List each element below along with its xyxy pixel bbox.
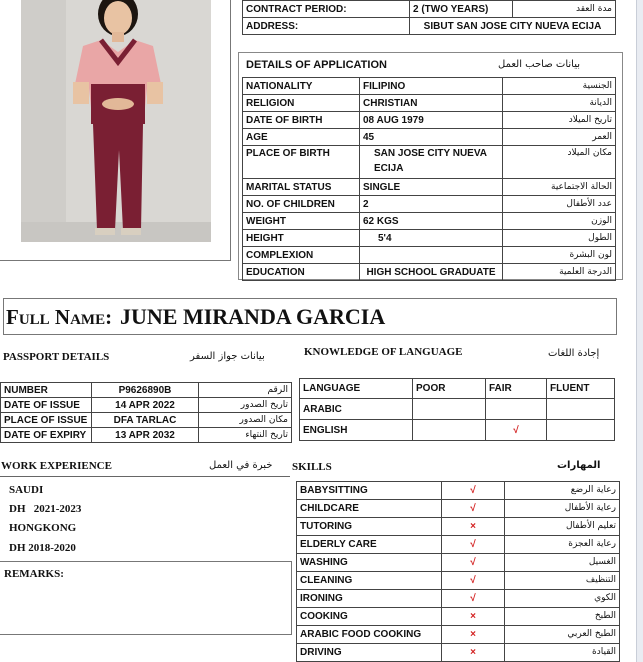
skill-ar: القيادة [505,644,620,662]
lang-arabic-poor [413,399,486,420]
table-row [243,230,616,247]
table-row [243,213,616,230]
skill-name: IRONING [297,590,442,608]
table-row [243,264,616,281]
marital-label: MARITAL STATUS [243,179,360,196]
table-row [297,572,620,590]
table-row [1,398,292,413]
table-row [300,420,615,441]
nationality-label: NATIONALITY [243,78,360,95]
skill-ar: تعليم الأطفال [505,518,620,536]
pob-value-line2: ECIJA [374,163,404,174]
application-title-ar: بيانات صاحب العمل [498,59,580,70]
table-row [243,179,616,196]
skill-mark: × [442,518,505,536]
table-row [243,247,616,264]
skill-mark: × [442,644,505,662]
age-label: AGE [243,129,360,146]
marital-value: SINGLE [360,179,503,196]
language-title: KNOWLEDGE OF LANGUAGE [304,346,463,358]
skill-ar: الطبخ [505,608,620,626]
skills-title-ar: المهارات [557,460,601,471]
dob-label: DATE OF BIRTH [243,112,360,129]
issue-date-value: 14 APR 2022 [92,398,199,413]
skill-ar: رعاية العجزة [505,536,620,554]
skill-mark: √ [442,482,505,500]
table-row [297,482,620,500]
issue-place-value: DFA TARLAC [92,413,199,428]
lang-header-fluent: FLUENT [547,379,615,399]
skill-name: ARABIC FOOD COOKING [297,626,442,644]
skill-mark: × [442,626,505,644]
window-scroll-edge[interactable] [636,0,643,662]
skill-mark: × [442,608,505,626]
work-line-4: DH 2018-2020 [9,542,76,554]
passport-title: PASSPORT DETAILS [3,351,110,363]
table-row [300,399,615,420]
marital-ar: الحالة الاجتماعية [503,179,616,196]
lang-english-poor [413,420,486,441]
skills-title: SKILLS [292,461,332,473]
table-row [243,196,616,213]
issue-place-label: PLACE OF ISSUE [1,413,92,428]
pob-label: PLACE OF BIRTH [243,146,360,179]
passport-number-value: P9626890B [92,383,199,398]
skill-name: COOKING [297,608,442,626]
skill-name: BABYSITTING [297,482,442,500]
lang-header-language: LANGUAGE [300,379,413,399]
full-name-value: JUNE MIRANDA GARCIA [120,304,386,329]
lang-arabic-fluent [547,399,615,420]
skill-name: CHILDCARE [297,500,442,518]
table-row [243,1,616,18]
nationality-value: FILIPINO [360,78,503,95]
height-value: 5'4 [360,230,503,247]
language-title-ar: إجادة اللغات [548,348,600,359]
table-row [243,18,616,35]
skill-name: WASHING [297,554,442,572]
skill-name: CLEANING [297,572,442,590]
full-name-label: Full Name: [6,305,113,329]
skill-ar: الغسيل [505,554,620,572]
religion-label: RELIGION [243,95,360,112]
skill-ar: رعاية الأطفال [505,500,620,518]
contract-period-value: 2 (TWO YEARS) [410,1,513,18]
work-line-2: DH 2021-2023 [9,503,82,515]
children-ar: عدد الأطفال [503,196,616,213]
lang-arabic: ARABIC [300,399,413,420]
application-title: DETAILS OF APPLICATION [246,59,387,71]
table-row [243,146,616,179]
skill-mark: √ [442,500,505,518]
lang-arabic-fair [486,399,547,420]
skill-ar: الكوي [505,590,620,608]
table-row [243,129,616,146]
weight-ar: الوزن [503,213,616,230]
dob-value: 08 AUG 1979 [360,112,503,129]
lang-header-fair: FAIR [486,379,547,399]
table-row [1,413,292,428]
contract-period-label: CONTRACT PERIOD: [243,1,410,18]
height-ar: الطول [503,230,616,247]
application-table [242,77,616,281]
skill-name: DRIVING [297,644,442,662]
language-table [299,378,615,441]
skill-mark: √ [442,554,505,572]
education-value: HIGH SCHOOL GRADUATE [360,264,503,281]
table-row [243,112,616,129]
pob-value [360,146,503,179]
skill-name: ELDERLY CARE [297,536,442,554]
complexion-value [360,247,503,264]
religion-ar: الديانة [503,95,616,112]
remarks-label: REMARKS: [4,568,64,580]
work-divider [0,476,290,477]
expiry-date-label: DATE OF EXPIRY [1,428,92,443]
skills-table [296,481,620,662]
children-value: 2 [360,196,503,213]
table-row [297,626,620,644]
photo-frame [0,0,231,261]
table-row [300,379,615,399]
table-row [243,95,616,112]
table-row [297,518,620,536]
age-value: 45 [360,129,503,146]
contract-period-ar: مدة العقد [513,1,616,18]
weight-value: 62 KGS [360,213,503,230]
table-row [297,554,620,572]
skill-mark: √ [442,536,505,554]
issue-date-ar: تاريخ الصدور [199,398,292,413]
passport-number-ar: الرقم [199,383,292,398]
pob-ar: مكان الميلاد [503,146,616,179]
skill-mark: √ [442,572,505,590]
complexion-label: COMPLEXION [243,247,360,264]
religion-value: CHRISTIAN [360,95,503,112]
education-label: EDUCATION [243,264,360,281]
dob-ar: تاريخ الميلاد [503,112,616,129]
lang-english-fair: √ [486,420,547,441]
passport-number-label: NUMBER [1,383,92,398]
table-row [1,428,292,443]
passport-title-ar: بيانات جواز السفر [190,351,265,362]
work-line-3: HONGKONG [9,522,77,534]
complexion-ar: لون البشرة [503,247,616,264]
skill-ar: الطبخ العربي [505,626,620,644]
pob-value-line1: SAN JOSE CITY NUEVA [374,148,487,159]
expiry-date-ar: تاريخ النتهاء [199,428,292,443]
table-row [297,644,620,662]
table-row [243,78,616,95]
weight-label: WEIGHT [243,213,360,230]
lang-english-fluent [547,420,615,441]
issue-date-label: DATE OF ISSUE [1,398,92,413]
expiry-date-value: 13 APR 2032 [92,428,199,443]
passport-table [0,382,292,443]
children-label: NO. OF CHILDREN [243,196,360,213]
nationality-ar: الجنسية [503,78,616,95]
table-row [297,536,620,554]
skill-ar: رعاية الرضع [505,482,620,500]
skill-ar: التنظيف [505,572,620,590]
education-ar: الدرجة العلمية [503,264,616,281]
work-title: WORK EXPERIENCE [1,460,112,472]
lang-header-poor: POOR [413,379,486,399]
height-label: HEIGHT [243,230,360,247]
work-title-ar: خبرة في العمل [209,460,273,471]
table-row [297,500,620,518]
lang-english: ENGLISH [300,420,413,441]
skill-name: TUTORING [297,518,442,536]
table-row [297,590,620,608]
address-value: SIBUT SAN JOSE CITY NUEVA ECIJA [410,18,616,35]
skill-mark: √ [442,590,505,608]
table-row [1,383,292,398]
contract-table [242,0,616,35]
age-ar: العمر [503,129,616,146]
address-label: ADDRESS: [243,18,410,35]
work-line-1: SAUDI [9,484,44,496]
table-row [297,608,620,626]
issue-place-ar: مكان الصدور [199,413,292,428]
